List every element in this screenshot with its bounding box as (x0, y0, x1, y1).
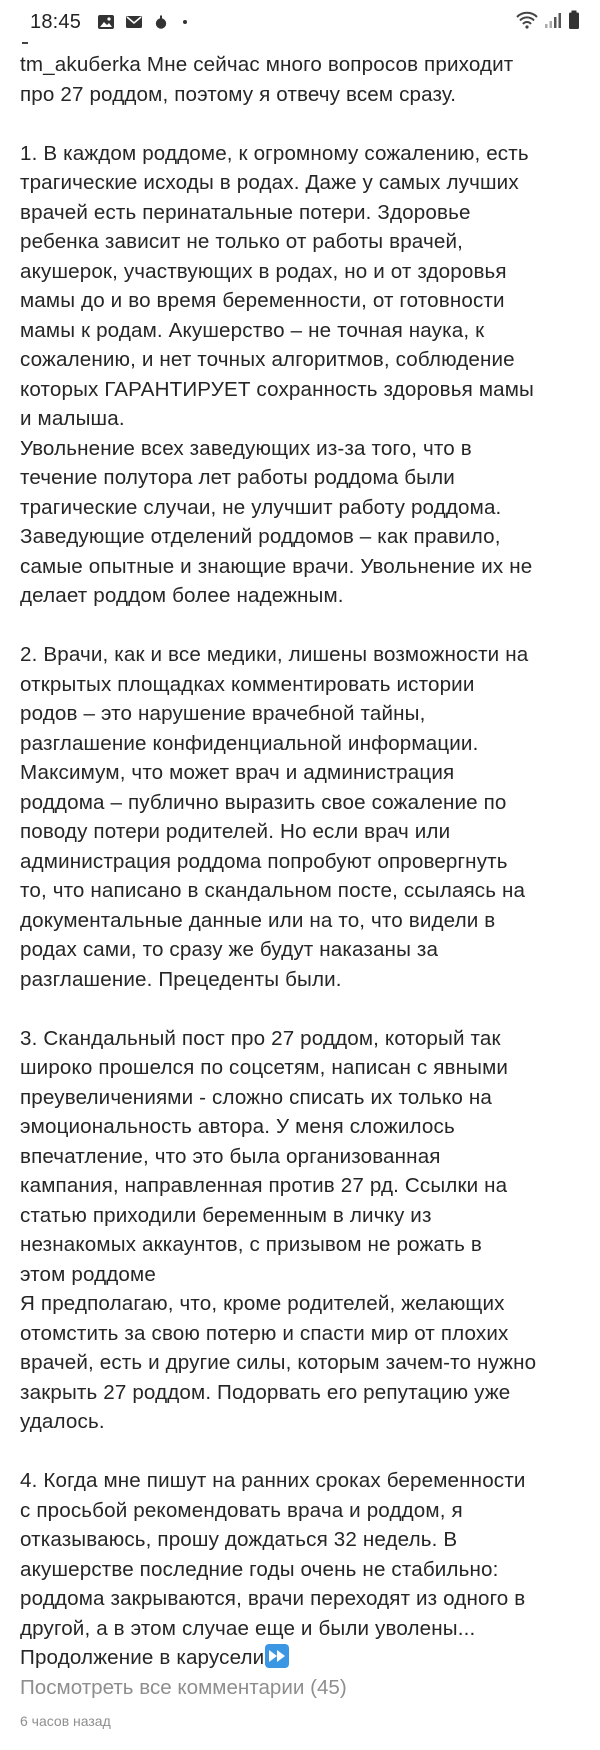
post-timestamp: 6 часов назад (20, 1713, 111, 1729)
caption-line: Заведующие отделений роддомов – как правило, (20, 525, 501, 548)
caption-line: поводу потери родителей. Но если врач или (20, 820, 451, 843)
caption-line: роддома – публично выразить свое сожаление по (20, 790, 507, 814)
caption-line: этом роддоме (20, 1262, 156, 1286)
signal-icon (544, 11, 562, 34)
caption-line: с просьбой рекомендовать врача и роддом, я (20, 1498, 463, 1522)
caption-first-line (20, 50, 592, 80)
caption-line: кампания, направленная против 27 рд. Ссылки на (20, 1174, 508, 1197)
caption-line: которых ГАРАНТИРУЕТ сохранность здоровья мамы (20, 377, 534, 401)
caption-line: родов – это нарушение врачебной тайны, (20, 702, 426, 725)
fast-forward-icon (265, 1644, 289, 1668)
partial-top-glyph (22, 38, 28, 44)
caption-line: Я предполагаю, что, кроме родителей, желающих (20, 1292, 505, 1315)
caption-line: врачей есть перинатальные потери. Здоровье (20, 200, 471, 224)
caption-line: мамы до и во время беременности, от готовности (20, 289, 505, 312)
caption-line: широко прошелся по соцсетям, написан с явными (20, 1056, 509, 1079)
caption-blank-line (20, 109, 592, 139)
caption-line: администрация роддома попробуют опровергнуть (20, 849, 508, 873)
post-caption (20, 50, 592, 1673)
caption-line: впечатление, что это была организованная (20, 1144, 441, 1168)
caption-body (20, 80, 592, 1644)
caption-line: отказываюсь, прошу дождаться 32 недель. В (20, 1528, 458, 1551)
caption-line: течение полутора лет работы роддома были (20, 466, 455, 489)
caption-line: и малыша. (20, 407, 125, 430)
caption-line: закрыть 27 роддом. Подорвать его репутацию уже (20, 1380, 511, 1404)
caption-line: Увольнение всех заведующих из-за того, что в (20, 436, 472, 460)
caption-line: трагические случаи, не улучшит работу роддома. (20, 495, 502, 519)
caption-line: документальные данные или на то, что видели в (20, 908, 496, 932)
battery-icon (568, 10, 580, 35)
caption-line: 2. Врачи, как и все медики, лишены возможности на (20, 643, 529, 666)
caption-line: 1. В каждом роддоме, к огромному сожалению, есть (20, 141, 529, 165)
caption-line: врачей, есть и другие силы, которым зачем-то нужно (20, 1351, 537, 1374)
caption-line: 4. Когда мне пишут на ранних сроках беременности (20, 1469, 526, 1492)
drop-icon (153, 14, 171, 30)
caption-line: эмоциональность автора. У меня сложилось (20, 1115, 455, 1138)
wifi-icon (516, 11, 538, 34)
mail-icon (125, 14, 143, 30)
caption-line: мамы к родам. Акушерство – не точная наука, к (20, 318, 485, 342)
caption-line: разглашение конфиденциальной информации. (20, 731, 479, 755)
caption-line: другой, а в этом случае еще и были уволены... (20, 1616, 476, 1640)
caption-line: самые опытные и знающие врачи. Увольнение их не (20, 554, 533, 578)
caption-last-line (20, 1643, 592, 1673)
caption-blank-line (20, 1437, 592, 1467)
view-all-comments-link[interactable]: Посмотреть все комментарии (45) (20, 1676, 347, 1699)
status-right (516, 10, 580, 35)
caption-line: роддома закрываются, врачи переходят из одного в (20, 1587, 526, 1610)
caption-line: делает роддом более надежным. (20, 584, 344, 607)
image-icon (97, 14, 115, 30)
caption-line: Максимум, что может врач и администрация (20, 761, 455, 784)
caption-line: сожалению, и нет точных алгоритмов, соблюдение (20, 348, 515, 371)
caption-line: преувеличениями - сложно списать их только на (20, 1085, 492, 1109)
caption-blank-line (20, 611, 592, 641)
caption-line: 3. Скандальный пост про 27 роддом, который так (20, 1026, 501, 1050)
caption-line: отомстить за свою потерю и спасти мир от плохих (20, 1321, 509, 1345)
username-link[interactable]: tm_akuбerka (20, 53, 142, 76)
caption-line: удалось. (20, 1410, 105, 1433)
caption-line-text: Мне сейчас много вопросов приходит (141, 53, 514, 76)
caption-line: открытых площадках комментировать истории (20, 672, 475, 696)
caption-line: акушерстве последние годы очень не стабильно: (20, 1557, 499, 1581)
caption-line: то, что написано в скандальном посте, ссылаясь на (20, 879, 526, 902)
continue-in-carousel-text: Продолжение в карусели (20, 1646, 265, 1669)
caption-line: родах сами, то сразу же будут наказаны за (20, 938, 439, 961)
dot-icon (183, 20, 187, 24)
caption-line: незнакомых аккаунтов, с призывом не рожать в (20, 1233, 483, 1256)
caption-line: статью приходили беременным в личку из (20, 1203, 432, 1227)
caption-line: ребенка зависит не только от работы врачей, (20, 230, 463, 253)
caption-blank-line (20, 994, 592, 1024)
status-bar (0, 0, 600, 44)
caption-line: про 27 роддом, поэтому я отвечу всем сразу. (20, 82, 457, 106)
caption-line: трагические исходы в родах. Даже у самых лучших (20, 171, 519, 194)
caption-line: акушерок, участвующих в родах, но и от здоровья (20, 259, 507, 283)
status-left (30, 11, 187, 34)
caption-line: разглашение. Прецеденты были. (20, 967, 342, 991)
status-time: 18:45 (30, 10, 82, 33)
